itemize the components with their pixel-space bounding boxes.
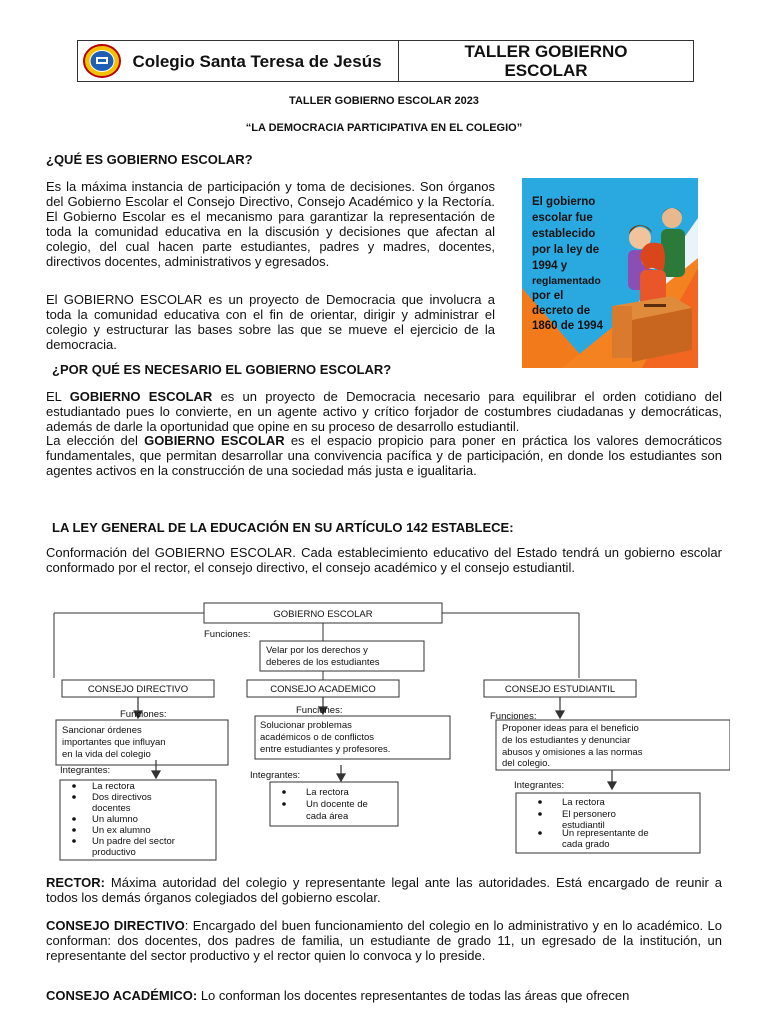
org-diagram (44, 600, 730, 862)
estudiantil-funciones-label: Funciones: (490, 711, 537, 722)
text-run: La elección del (46, 433, 145, 448)
directivo-integrante: Un ex alumno (92, 825, 151, 836)
illustration-line: establecido (532, 228, 596, 240)
estudiantil-title: CONSEJO ESTUDIANTIL (504, 684, 616, 695)
illustration-line: por la ley de (532, 244, 600, 256)
directivo-funcion-line: Sancionar órdenes (62, 725, 142, 736)
document-subtitle: “LA DEMOCRACIA PARTICIPATIVA EN EL COLEGIO” (245, 122, 523, 134)
paragraph-consejo-academico (46, 988, 722, 1003)
illustration-line: escolar fue (532, 212, 593, 224)
academico-funcion-line: entre estudiantes y profesores. (260, 744, 391, 755)
estudiantil-integrante: estudiantil (562, 820, 605, 831)
academico-integrante: cada área (306, 811, 349, 822)
section-heading-law: LA LEY GENERAL DE LA EDUCACIÓN EN SU ARTÍCULO 142 ESTABLECE: (52, 520, 514, 535)
paragraph-rector (46, 875, 722, 905)
paragraph-law: Conformación del GOBIERNO ESCOLAR. Cada establecimiento educativo del Estado tendrá un gobierno escolar conformado por el rector, el consejo directivo, el consejo académico y el consejo estudiantil. (46, 545, 722, 575)
estudiantil-funcion-line: Proponer ideas para el beneficio (502, 723, 639, 734)
directivo-integrante: La rectora (92, 781, 135, 792)
text-run: es el espacio propicio para poner en práctica los valores democráticos fundamentales, que permitan desarrollar una convivencia pacífica y de participación, en donde los estudiantes son agentes activos en la construcción de una sociedad más justa e igualitaria. (46, 433, 722, 478)
illustration-line: por el (532, 290, 564, 302)
directivo-integrante: docentes (92, 803, 131, 814)
estudiantil-funcion-line: de los estudiantes y denunciar (502, 735, 631, 746)
illustration-line: 1994 y (532, 260, 568, 272)
bold-term: GOBIERNO ESCOLAR (69, 389, 213, 404)
school-name: Colegio Santa Teresa de Jesús (132, 51, 382, 71)
paragraph-why-2 (46, 433, 722, 478)
text-run: es un proyecto de Democracia necesario para equilibrar el orden cotidiano del estudiantado pues lo convierte, en un agente activo y crítico forjador de costumbres ciudadanas y democráticas, además de darle la oportunidad que opine en su proceso de desarrollo estudiantil. (46, 389, 722, 434)
directivo-integrante: Dos directivos (92, 792, 152, 803)
root-funcion-line: Velar por los derechos y (266, 645, 368, 656)
estudiantil-integrante: Un representante de (562, 828, 649, 839)
ley-1994-illustration (522, 178, 698, 368)
document-title: TALLER GOBIERNO ESCOLAR 2023 (289, 95, 479, 107)
illustration-line: El gobierno (532, 196, 596, 208)
estudiantil-integrante: El personero (562, 809, 616, 820)
academico-integrante: La rectora (306, 787, 349, 798)
text-run: : Encargado del buen funcionamiento del colegio en lo administrativo y en lo académico. Lo conforman: dos docentes, dos padres de familia, un estudiante de grado 11, un egresado de la institución, un representante del sector productivo y el rector quien lo convoca y lo preside. (46, 918, 722, 963)
directivo-title: CONSEJO DIRECTIVO (87, 684, 189, 695)
paragraph-why-1 (46, 389, 722, 434)
directivo-funcion-line: en la vida del colegio (62, 749, 151, 760)
estudiantil-integrante: La rectora (562, 797, 605, 808)
workshop-title: TALLER GOBIERNO ESCOLAR (464, 42, 628, 80)
term-label: CONSEJO DIRECTIVO (46, 918, 185, 933)
paragraph-consejo-directivo (46, 918, 722, 963)
text-run: EL (46, 389, 70, 404)
directivo-funcion-line: importantes que influyan (62, 737, 166, 748)
academico-funcion-line: Solucionar problemas (260, 720, 352, 731)
root-funcion-line: deberes de los estudiantes (266, 657, 380, 668)
bold-term: GOBIERNO ESCOLAR (144, 433, 285, 448)
academico-integrantes-label: Integrantes: (250, 770, 301, 781)
section-heading-why: ¿POR QUÉ ES NECESARIO EL GOBIERNO ESCOLAR? (52, 362, 392, 377)
root-funciones-label: Funciones: (204, 629, 251, 640)
directivo-integrante: Un alumno (92, 814, 138, 825)
directivo-integrantes-label: Integrantes: (60, 765, 111, 776)
section-heading-what-is: ¿QUÉ ES GOBIERNO ESCOLAR? (46, 152, 253, 167)
directivo-integrante: productivo (92, 847, 136, 858)
directivo-funciones-label: Funciones: (120, 709, 167, 720)
text-run: Lo conforman los docentes representantes de todas las áreas que ofrecen (197, 988, 630, 1003)
estudiantil-integrante: cada grado (562, 839, 610, 850)
text-run: Máxima autoridad del colegio y representante legal ante las autoridades. Está encargado de reunir a todos los demás órganos colegiados del gobierno escolar. (46, 875, 722, 905)
term-label: RECTOR: (46, 875, 105, 890)
academico-title: CONSEJO ACADEMICO (270, 684, 376, 695)
estudiantil-funcion-line: del colegio. (502, 758, 551, 769)
academico-funciones-label: Funciones: (296, 705, 343, 716)
estudiantil-funcion-line: abusos y omisiones a las normas (502, 747, 643, 758)
header-left-cell (78, 41, 399, 81)
document-header (77, 40, 694, 82)
illustration-line: reglamentado (532, 275, 601, 287)
root-title: GOBIERNO ESCOLAR (273, 609, 373, 620)
paragraph-project: El GOBIERNO ESCOLAR es un proyecto de Democracia que involucra a toda la comunidad educativa con el fin de orientar, dirigir y administrar el colegio y estructurar las bases sobre las que se mueve el ejercicio de la democracia. (46, 292, 495, 352)
illustration-line: decreto de (532, 305, 591, 317)
estudiantil-integrantes-label: Integrantes: (514, 780, 565, 791)
paragraph-definition: Es la máxima instancia de participación y toma de decisiones. Son órganos del Gobierno Escolar el Consejo Directivo, Consejo Académico y la Rectoría. El Gobierno Escolar es el mecanismo para garantizar la representación de toda la comunidad educativa en la discusión y decisiones que afectan al colegio, del cual hacen parte estudiantes, padres y madres, docentes, directivos docentes, administrativos y egresados. (46, 179, 495, 269)
academico-funcion-line: académicos o de conflictos (260, 732, 375, 743)
school-logo-icon (82, 43, 122, 79)
illustration-line: 1860 de 1994 (532, 320, 603, 332)
directivo-integrante: Un padre del sector (92, 836, 175, 847)
term-label: CONSEJO ACADÉMICO: (46, 988, 198, 1003)
academico-integrante: Un docente de (306, 799, 368, 810)
